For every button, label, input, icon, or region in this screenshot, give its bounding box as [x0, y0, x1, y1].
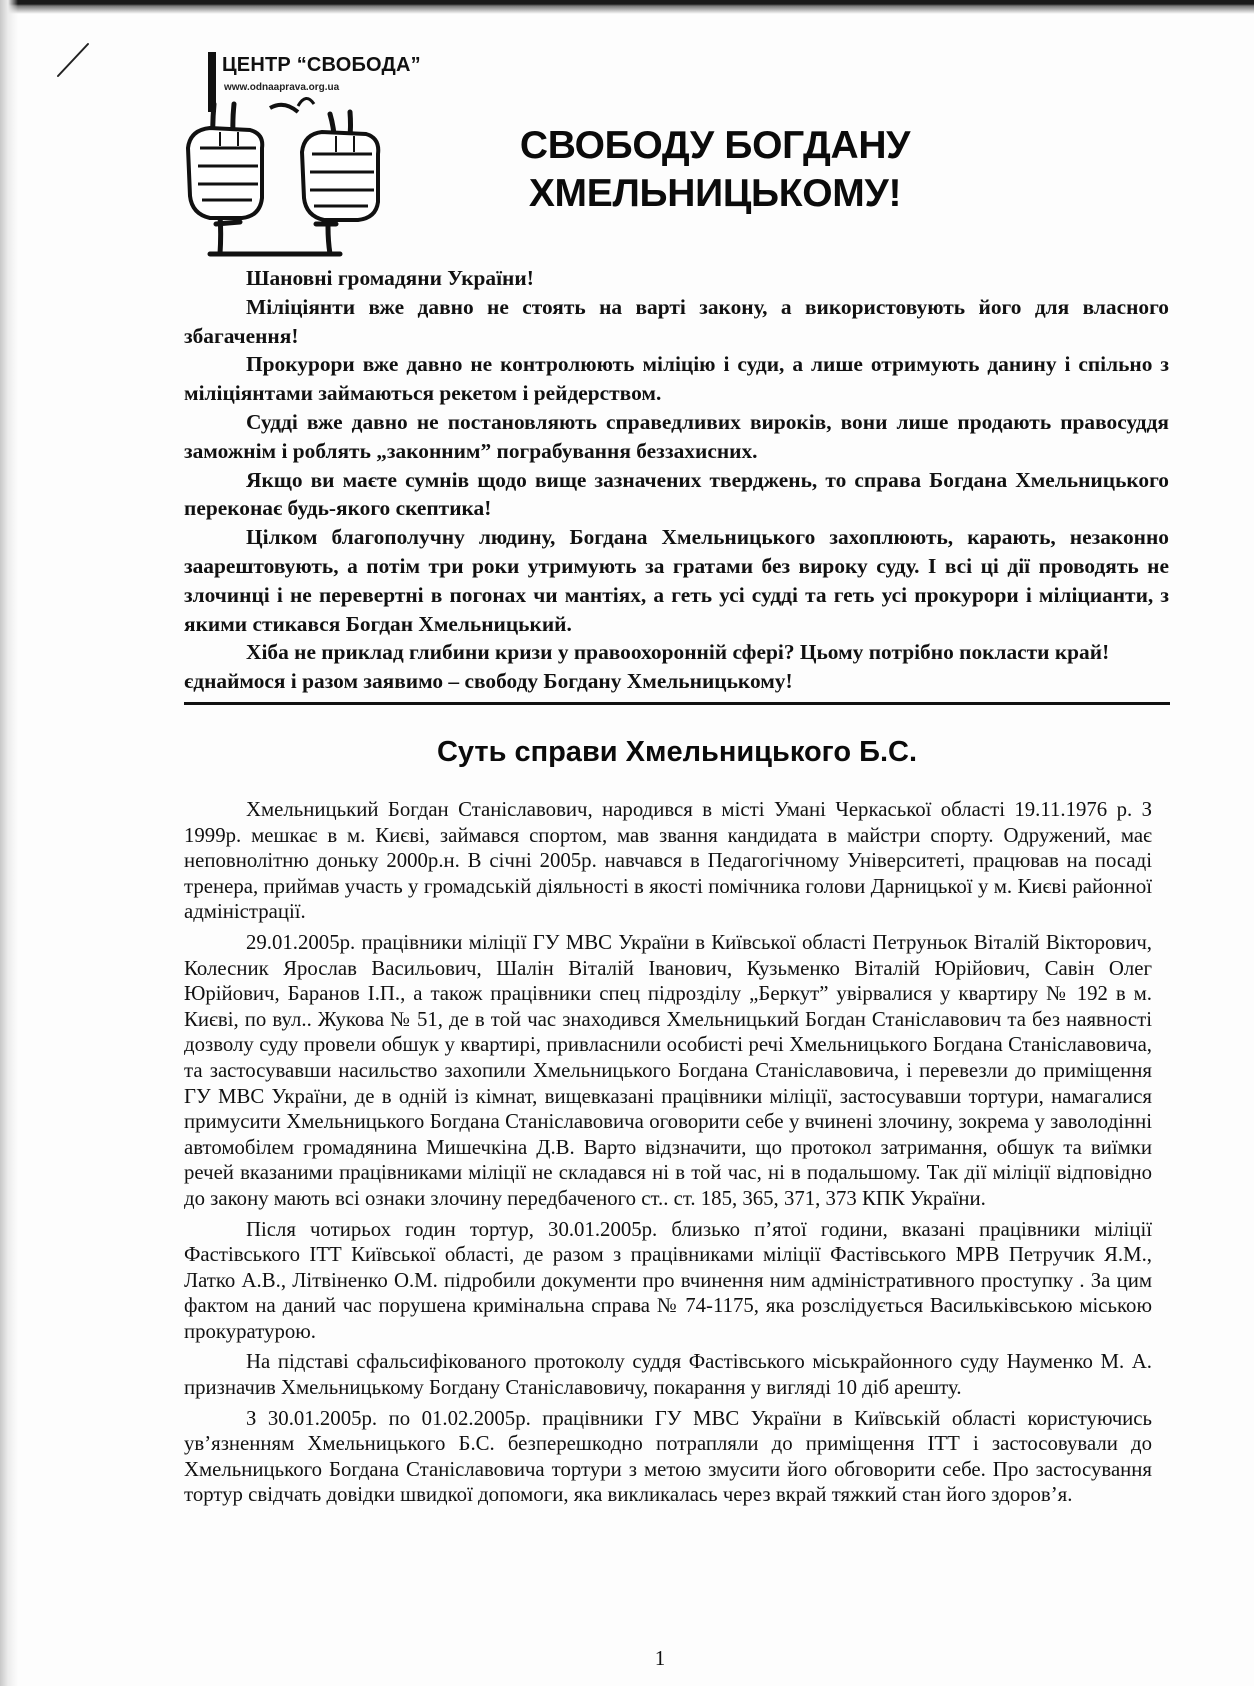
headline	[455, 122, 975, 218]
appeal-paragraph: Якщо ви маєте сумнів щодо вище зазначених тверджень, то справа Богдана Хмельницького переконає будь-якого скептика!	[184, 467, 1169, 521]
page-number: 1	[654, 1646, 666, 1670]
body-paragraph: Хмельницький Богдан Станіславович, народився в місті Умані Черкаської області 19.11.1976 р. З 1999р. мешкає в м. Києві, займався спортом, мав звання кандидата в майстри спорту. Одружений, має неповнолітню доньку 2000р.н. В січні 2005р. навчався в Педагогічному Університеті, працював на посаді тренера, приймав участь у громадській діяльності в якості помічника голови Дарницької у м. Києві районної адміністрації.	[184, 798, 1152, 924]
fists-breaking-bars-icon	[180, 48, 430, 268]
section-title: Суть справи Хмельницького Б.С.	[436, 736, 918, 768]
logo-title: ЦЕНТР “СВОБОДА”	[222, 54, 421, 76]
body-paragraph: 29.01.2005р. працівники міліції ГУ МВС України в Київської області Петруньок Віталій Вікторович, Колесник Ярослав Васильович, Шалін Віталій Іванович, Кузьменко Віталій Юрійович, Савін Олег Юрійович, Баранов І.П., а також працівники спец підрозділу „Беркут” увірвалися у квартиру № 192 в м. Києві, по вул.. Жукова № 51, де в той час знаходився Хмельницький Богдан Станіславович та без наявності дозволу суду провели обшук у квартирі, привласнили особисті речі Хмельницького Богдана Станіславовича, та застосувавши насильство захопили Хмельницького Богдана Станіславовича, і перевезли до приміщення ГУ МВС України, де в одній із кімнат, вищевказані працівники міліції, застосувавши тортури, намагалися примусити Хмельницького Богдана Станіславовича оговорити себе у вчинені злочину, зокрема у заволодінні автомобілем громадянина Мишечкіна Д.В. Варто відзначити, що протокол затримання, обшук та виїмки речей вказаними працівниками міліції не складався ні в той час, ні в подальшому. Так дії міліції відповідно до закону мають всі ознаки злочину передбаченого ст.. ст. 185, 365, 371, 373 КПК України.	[184, 930, 1152, 1210]
headline-line-2: ХМЕЛЬНИЦЬКОМУ!	[528, 172, 902, 215]
appeal-block	[184, 264, 1169, 696]
scan-top-edge	[0, 0, 1254, 14]
body-paragraph: Після чотирьох годин тортур, 30.01.2005р. близько п’ятої години, вказані працівники міліції Фастівського ІТТ Київської області, де разом з працівниками міліції Фастівського МРВ Петручик Я.М., Латко А.В., Літвіненко О.М. підробили документи про вчинення ним адміністративного проступку . За цим фактом на даний час порушена кримінальна справа № 74-1175, яка розслідується Васильківською міською прокуратурою.	[184, 1217, 1152, 1343]
scan-left-edge	[0, 0, 18, 1686]
appeal-paragraph: Цілком благополучну людину, Богдана Хмельницького захоплюють, карають, незаконно заарештовують, а потім три роки утримують за гратами без вироку суду. І всі ці дії проводять не злочинці і не перевертні в погонах чи мантіях, а геть усі судді та геть усі прокурори і міліцианти, з якими стикався Богдан Хмельницький.	[184, 525, 1169, 636]
pen-mark	[52, 40, 92, 80]
appeal-call-to-action: Хіба не приклад глибини кризи у правоохоронній сфері? Цьому потрібно покласти край! єднаймося і разом заявимо – свободу Богдану Хмельницькому!	[184, 640, 1110, 694]
case-body	[184, 797, 1152, 1513]
appeal-paragraph: Судді вже давно не постановляють справедливих вироків, вони лише продають правосуддя заможнім і роблять „законним” пограбування беззахисних.	[184, 409, 1169, 463]
appeal-paragraph: Прокурори вже давно не контролюють міліцію і суди, а лише отримують данину і спільно з міліціянтами займаються рекетом і рейдерством.	[184, 352, 1169, 406]
body-paragraph: На підставі сфальсифікованого протоколу суддя Фастівського міськрайонного суду Науменко М. А. призначив Хмельницькому Богдану Станіславовичу, покарання у вигляді 10 діб арешту.	[184, 1350, 1152, 1400]
logo-url: www.odnaaprava.org.ua	[224, 82, 340, 93]
body-paragraph: З 30.01.2005р. по 01.02.2005р. працівники ГУ МВС України в Київській області користуючись ув’язненням Хмельницького Б.С. безперешкодно потрапляли до приміщення ІТТ і застосовували до Хмельницького Богдана Станіславовича тортури з метою змусити його обговорити себе. Про застосування тортур свідчать довідки швидкої допомоги, яка викликалась через вкрай тяжкий стан його здоров’я.	[184, 1406, 1152, 1507]
logo	[180, 48, 430, 268]
divider	[184, 702, 1170, 705]
headline-line-1: СВОБОДУ БОГДАНУ	[519, 124, 911, 167]
appeal-greeting: Шановні громадяни України!	[246, 266, 534, 290]
appeal-paragraph: Міліціянти вже давно не стоять на варті закону, а використовують його для власного збагачення!	[184, 294, 1169, 348]
